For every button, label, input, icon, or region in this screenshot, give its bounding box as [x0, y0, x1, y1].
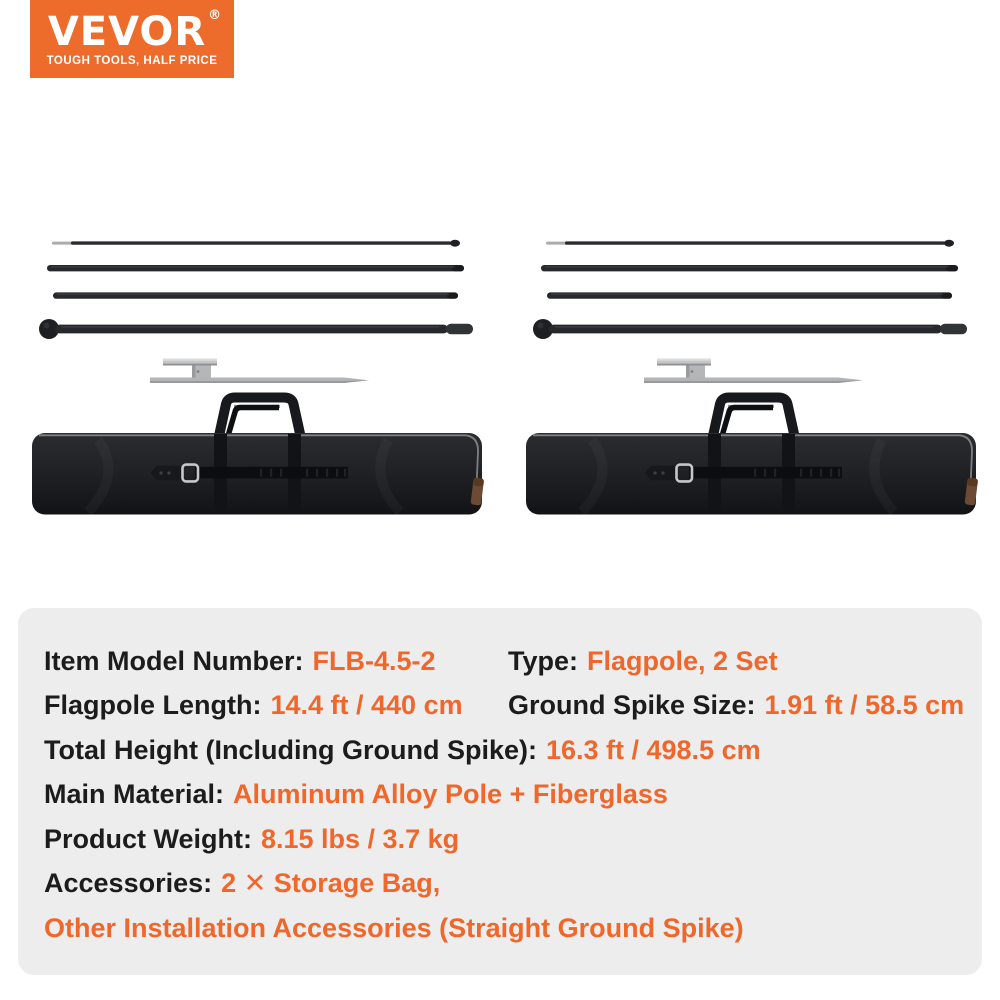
flagpole-kit-left [28, 222, 498, 522]
spec-value: 14.4 ft / 440 cm [270, 690, 463, 720]
spec-row-total-height [44, 733, 968, 767]
logo-tagline: TOUGH TOOLS, HALF PRICE [46, 54, 218, 67]
spec-value: 8.15 lbs / 3.7 kg [260, 824, 460, 854]
spec-row-model-type [44, 644, 968, 678]
flagpole-kit-illustration [522, 222, 992, 522]
pole-section-2 [47, 265, 464, 271]
registered-trademark-icon: ® [208, 7, 222, 23]
spec-label: Item Model Number: [44, 646, 304, 676]
spec-label: Flagpole Length: [44, 690, 262, 720]
spec-row-accessories-cont [44, 911, 968, 945]
logo-text: VEVOR [47, 8, 207, 55]
spec-cell [508, 644, 778, 678]
spec-label: Total Height (Including Ground Spike): [44, 735, 537, 765]
flagpole-kit-right [522, 222, 992, 522]
spec-label: Ground Spike Size: [508, 690, 756, 720]
spec-value: Aluminum Alloy Pole + Fiberglass [233, 779, 668, 809]
spec-row-weight [44, 822, 968, 856]
storage-bag [32, 398, 484, 515]
spec-panel [18, 608, 982, 975]
spec-value: 16.3 ft / 498.5 cm [545, 735, 761, 765]
spec-value: 1.91 ft / 58.5 cm [764, 690, 965, 720]
vevor-wordmark [47, 7, 222, 55]
spec-row-length-spike [44, 688, 968, 722]
spec-label: Main Material: [44, 779, 225, 809]
spec-label: Accessories: [44, 868, 213, 898]
spec-label: Type: [508, 646, 579, 676]
pole-section-3 [53, 292, 458, 298]
spec-label: Product Weight: [44, 824, 252, 854]
spec-value: 2 ✕ Storage Bag, [221, 868, 441, 898]
spec-value: Flagpole, 2 Set [587, 646, 778, 676]
spec-value: FLB-4.5-2 [312, 646, 436, 676]
ground-spike [150, 359, 369, 384]
spec-row-accessories [44, 866, 968, 900]
spec-cell [44, 646, 436, 676]
pole-tip-section [52, 240, 460, 247]
flagpole-kit-illustration [28, 222, 498, 522]
spec-cell [44, 690, 463, 720]
spec-value: Other Installation Accessories (Straight Ground Spike) [44, 913, 744, 943]
pole-base-section [39, 319, 473, 339]
spec-row-material [44, 777, 968, 811]
vevor-logo [30, 0, 234, 78]
spec-cell [508, 688, 964, 722]
